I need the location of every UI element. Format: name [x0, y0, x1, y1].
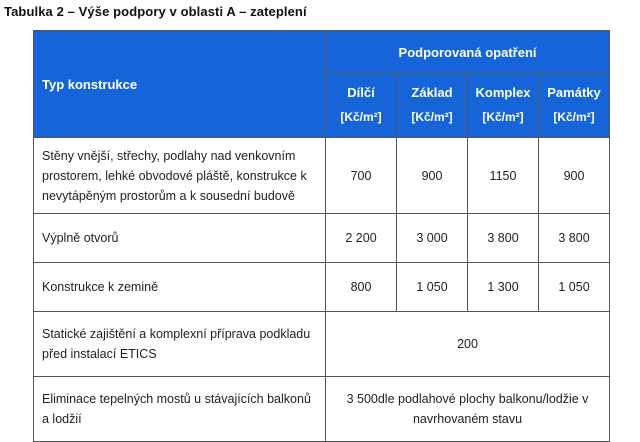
col-unit: [Kč/m²]: [340, 110, 382, 124]
value-cell: 800: [326, 263, 397, 312]
merged-value-cell: 200: [326, 312, 610, 377]
col-name: Komplex: [475, 85, 531, 100]
support-table: [33, 30, 610, 442]
col-unit: [Kč/m²]: [482, 110, 524, 124]
row-label: Eliminace tepelných mostů u stávajících balkonů a lodžií: [34, 377, 326, 442]
table-row: [34, 312, 610, 377]
value-cell: 3 000: [397, 214, 468, 263]
value-cell: 3 800: [539, 214, 610, 263]
row-label: Konstrukce k zemině: [34, 263, 326, 312]
table-caption: Tabulka 2 – Výše podpory v oblasti A – zateplení: [4, 4, 307, 19]
value-cell: 900: [397, 138, 468, 214]
header-supported-measures: Podporovaná opatření: [326, 31, 610, 74]
header-col-pamatky: [539, 74, 610, 138]
header-col-komplex: [468, 74, 539, 138]
row-label: Stěny vnější, střechy, podlahy nad venkovním prostorem, lehké obvodové pláště, konstrukce k nevytápěným prostorům a k sousední budově: [34, 138, 326, 214]
col-name: Dílčí: [347, 85, 375, 100]
row-label: Statické zajištění a komplexní příprava podkladu před instalací ETICS: [34, 312, 326, 377]
table-row: [34, 214, 610, 263]
merged-value-cell: 3 500dle podlahové plochy balkonu/lodžie v navrhovaném stavu: [326, 377, 610, 442]
row-label: Výplně otvorů: [34, 214, 326, 263]
col-unit: [Kč/m²]: [553, 110, 595, 124]
header-type-construction: Typ konstrukce: [34, 31, 326, 138]
table-row: [34, 377, 610, 442]
value-cell: 1 300: [468, 263, 539, 312]
value-cell: 1 050: [397, 263, 468, 312]
value-cell: 3 800: [468, 214, 539, 263]
col-name: Základ: [411, 85, 453, 100]
value-cell: 2 200: [326, 214, 397, 263]
value-cell: 1150: [468, 138, 539, 214]
value-cell: 900: [539, 138, 610, 214]
value-cell: 700: [326, 138, 397, 214]
header-col-zaklad: [397, 74, 468, 138]
header-col-dilci: [326, 74, 397, 138]
value-cell: 1 050: [539, 263, 610, 312]
table-row: [34, 263, 610, 312]
table-row: [34, 138, 610, 214]
col-name: Památky: [547, 85, 601, 100]
col-unit: [Kč/m²]: [411, 110, 453, 124]
